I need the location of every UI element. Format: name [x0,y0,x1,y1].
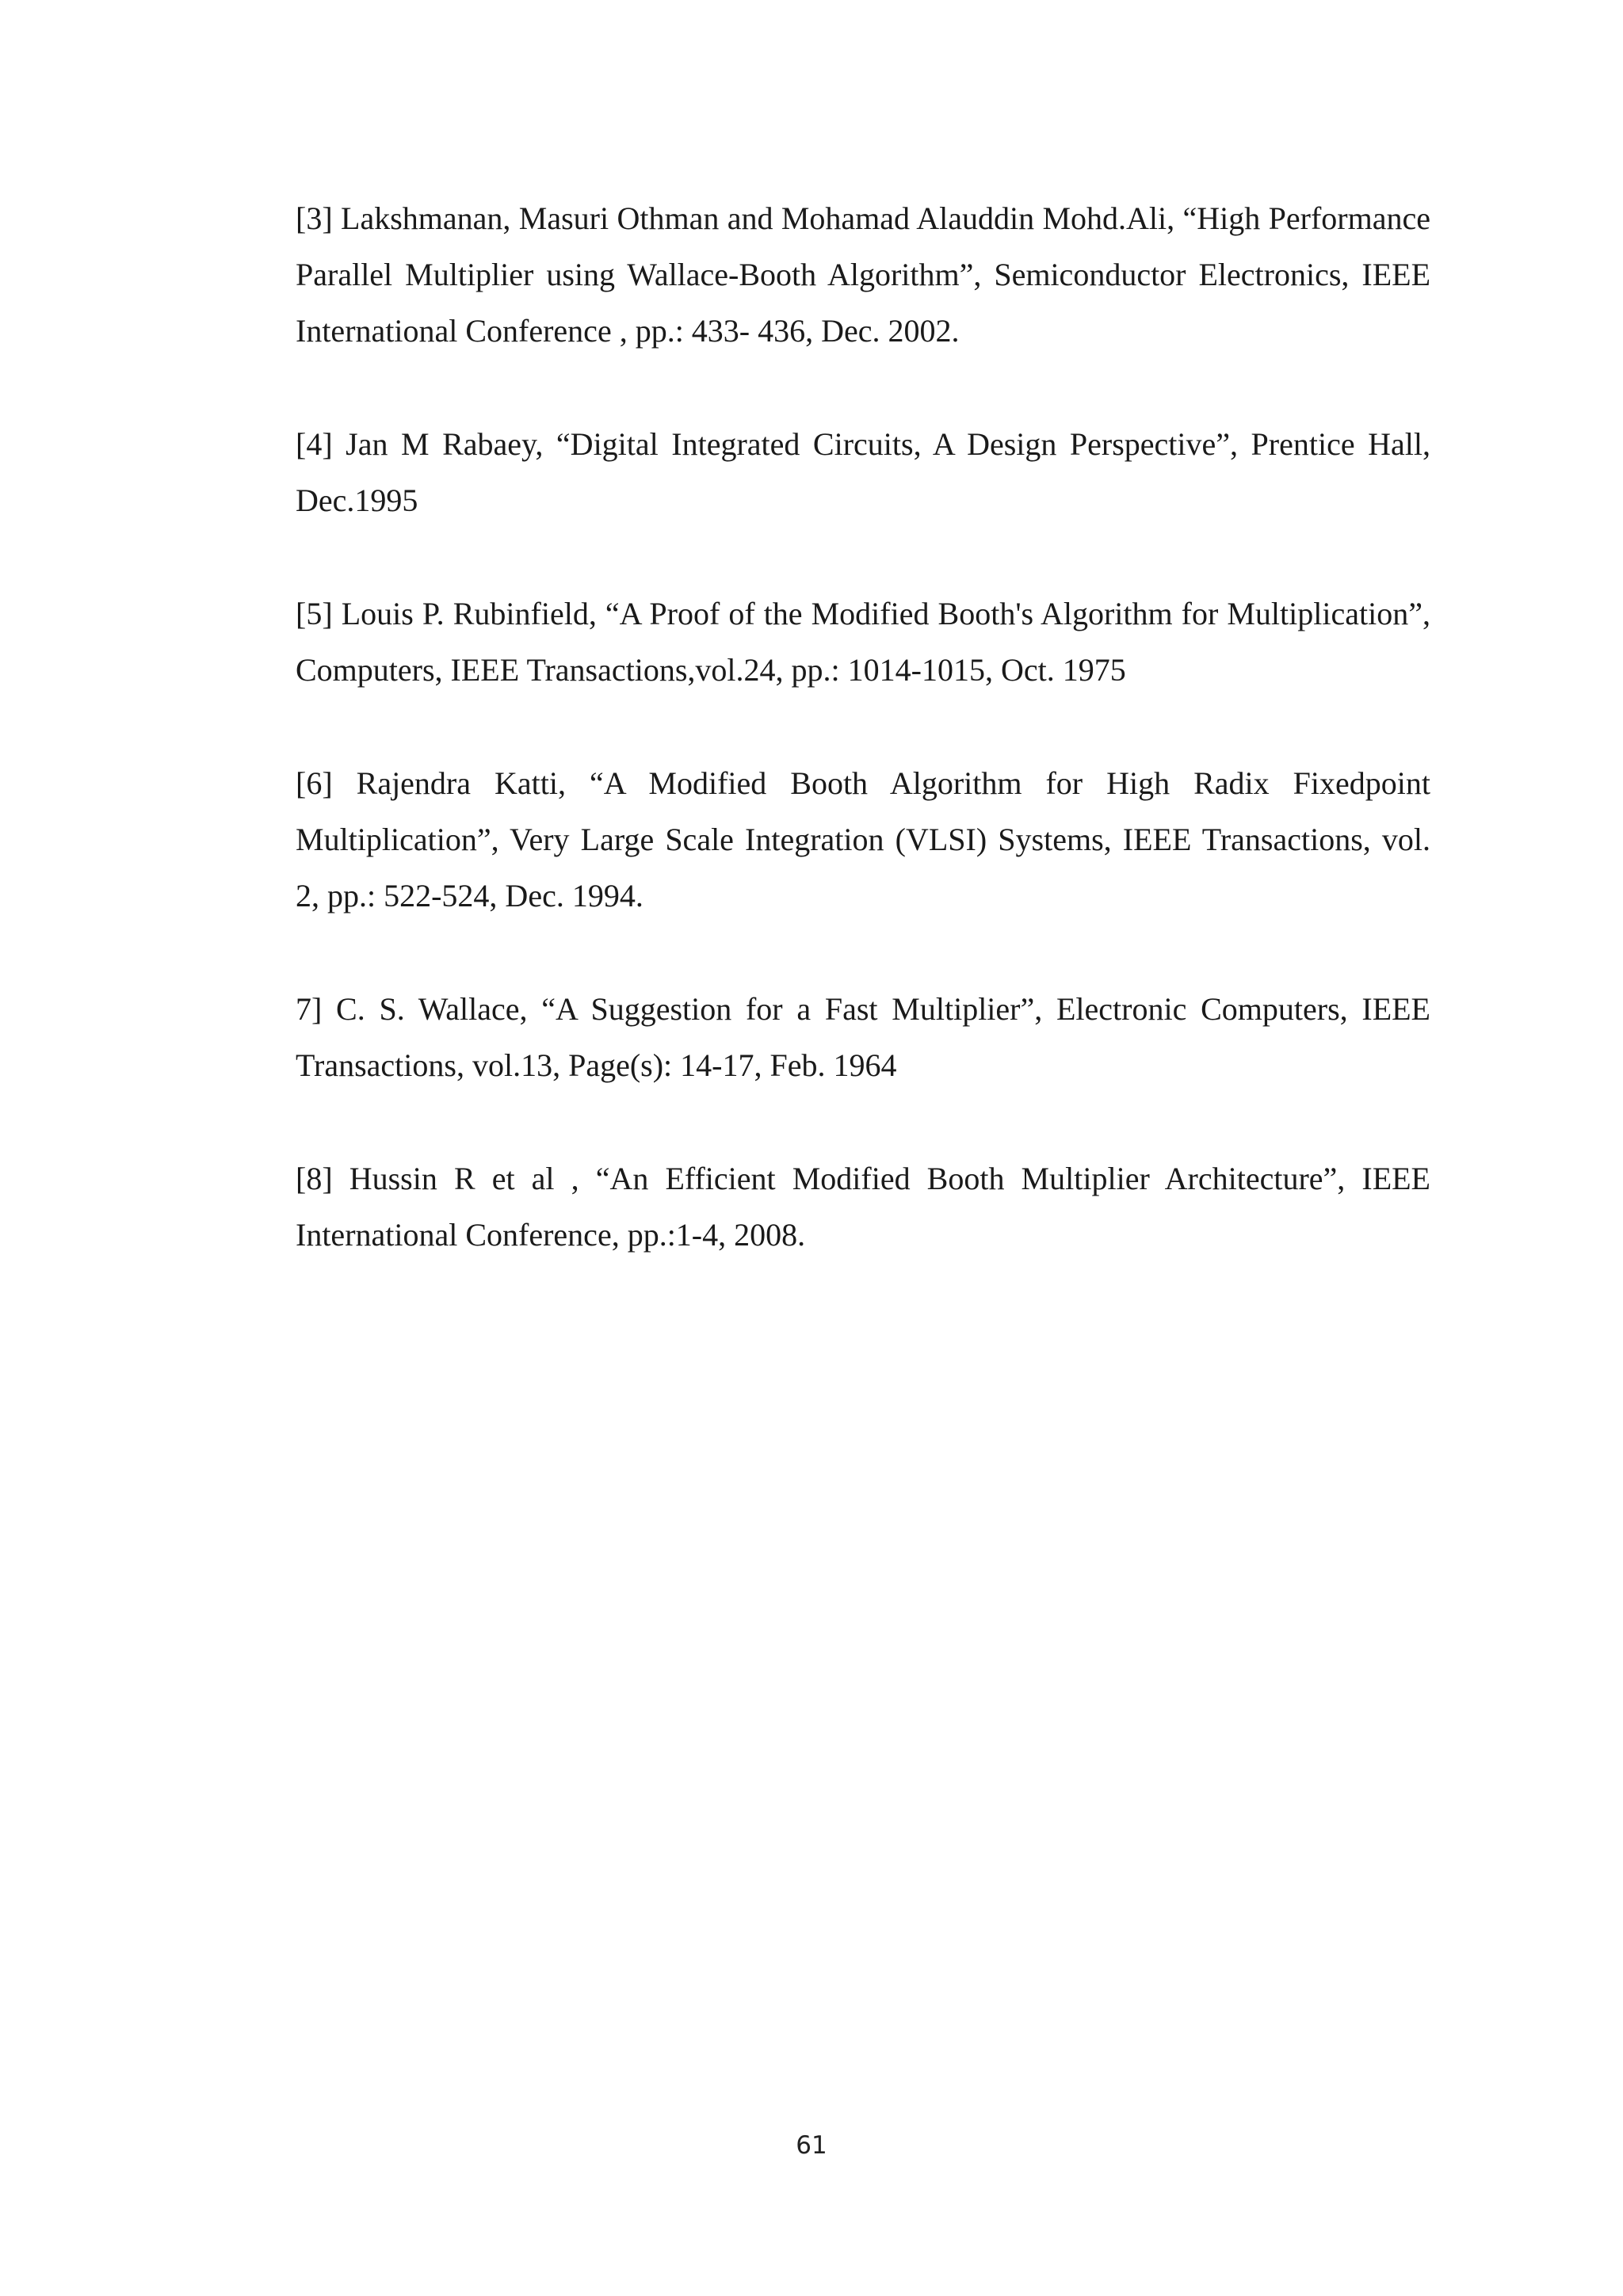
reference-7: 7] C. S. Wallace, “A Suggestion for a Fast Multiplier”, Electronic Computers, IEEE Transactions, vol.13, Page(s): 14-17, Feb. 1964 [296,991,1430,1083]
reference-8: [8] Hussin R et al , “An Efficient Modified Booth Multiplier Architecture”, IEEE International Conference, pp.:1-4, 2008. [296,1161,1430,1253]
reference-4: [4] Jan M Rabaey, “Digital Integrated Circuits, A Design Perspective”, Prentice Hall, Dec.1995 [296,426,1430,518]
reference-list [296,190,1430,1263]
reference-6: [6] Rajendra Katti, “A Modified Booth Algorithm for High Radix Fixedpoint Multiplication”, Very Large Scale Integration (VLSI) Systems, IEEE Transactions, vol. 2, pp.: 522-524, Dec. 1994. [296,765,1430,913]
page-number: 61 [796,2131,827,2160]
reference-5: [5] Louis P. Rubinfield, “A Proof of the Modified Booth's Algorithm for Multiplication”, Computers, IEEE Transactions,vol.24, pp.: 1014-1015, Oct. 1975 [296,596,1430,688]
reference-3: [3] Lakshmanan, Masuri Othman and Mohamad Alauddin Mohd.Ali, “High Performance Parallel Multiplier using Wallace-Booth Algorithm”, Semiconductor Electronics, IEEE International Conference , pp.: 433- 436, Dec. 2002. [296,200,1430,349]
